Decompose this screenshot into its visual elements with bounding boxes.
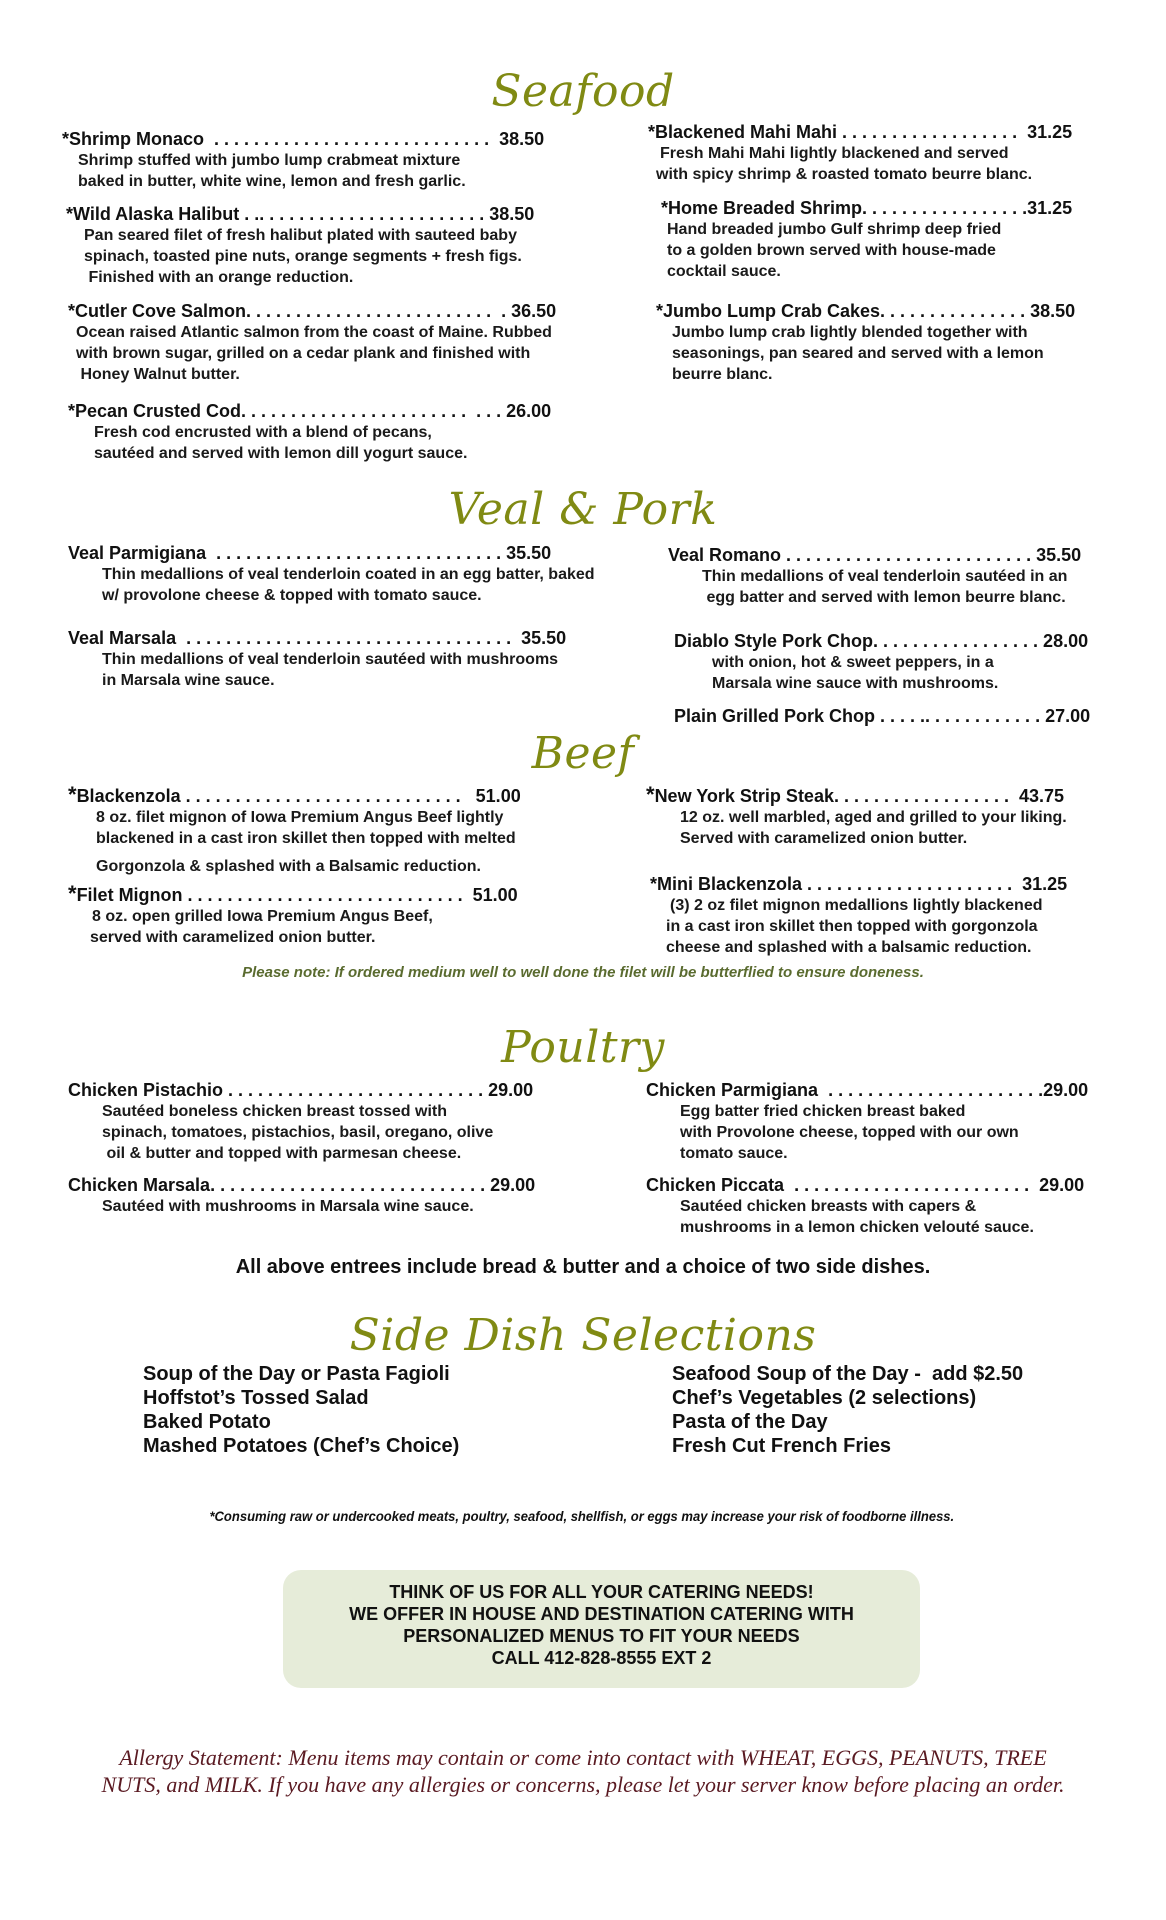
- item-description: Shrimp stuffed with jumbo lump crabmeat mixture: [78, 152, 461, 169]
- item-description: cheese and splashed with a balsamic reduction.: [666, 939, 1032, 956]
- menu-item-veal-marsala: [68, 627, 566, 691]
- item-description: served with caramelized onion butter.: [90, 929, 376, 946]
- foodborne-illness-disclaimer: *Consuming raw or undercooked meats, poultry, seafood, shellfish, or eggs may increase your risk of foodborne illness.: [209, 1508, 955, 1524]
- item-description: in a cast iron skillet then topped with gorgonzola: [666, 918, 1038, 935]
- menu-item-wild-alaska-halibut: [66, 203, 534, 288]
- side-dish-item: Baked Potato: [143, 1411, 271, 1433]
- item-description: with Provolone cheese, topped with our own: [680, 1124, 1019, 1141]
- side-dish-item: Soup of the Day or Pasta Fagioli: [143, 1363, 450, 1385]
- item-description: sautéed and served with lemon dill yogurt sauce.: [94, 445, 468, 462]
- menu-item-filet-mignon: [68, 883, 518, 948]
- item-heading: *Blackened Mahi Mahi . . . . . . . . . . . . . . . . . . 31.25: [648, 122, 1073, 142]
- allergy-line: Allergy Statement: Menu items may contain or come into contact with WHEAT, EGGS, PEANUTS, TREE: [119, 1745, 1047, 1770]
- item-description: Pan seared filet of fresh halibut plated with sauteed baby: [84, 227, 517, 244]
- side-dish-list-left: [143, 1362, 459, 1458]
- side-dish-item: Fresh Cut French Fries: [672, 1435, 891, 1457]
- menu-item-home-breaded-shrimp: [661, 197, 1072, 282]
- item-description: in Marsala wine sauce.: [102, 672, 275, 689]
- menu-item-chicken-pistachio: [68, 1079, 533, 1164]
- item-description: Sautéed with mushrooms in Marsala wine sauce.: [102, 1198, 474, 1215]
- side-dish-list-right: [672, 1362, 1023, 1458]
- catering-line: THINK OF US FOR ALL YOUR CATERING NEEDS!: [389, 1582, 814, 1602]
- item-description: Finished with an orange reduction.: [84, 269, 354, 286]
- menu-item-veal-romano: [668, 544, 1081, 608]
- catering-line: PERSONALIZED MENUS TO FIT YOUR NEEDS: [403, 1626, 800, 1646]
- menu-item-shrimp-monaco: [62, 128, 544, 192]
- item-description: Jumbo lump crab lightly blended together with: [672, 324, 1028, 341]
- item-heading: *Shrimp Monaco . . . . . . . . . . . . . . . . . . . . . . . . . . . . 38.50: [62, 129, 545, 149]
- item-description: (3) 2 oz filet mignon medallions lightly blackened: [670, 897, 1043, 914]
- menu-item-pecan-crusted-cod: [68, 400, 551, 464]
- item-heading: Blackenzola . . . . . . . . . . . . . . . . . . . . . . . . . . . . 51.00: [76, 786, 521, 806]
- section-title-veal-pork: Veal & Pork: [448, 484, 718, 535]
- entrees-include-note: All above entrees include bread & butter and a choice of two side dishes.: [235, 1256, 931, 1278]
- catering-phone: CALL 412-828-8555 EXT 2: [491, 1648, 712, 1668]
- item-heading: Veal Parmigiana . . . . . . . . . . . . . . . . . . . . . . . . . . . . . 35.50: [68, 543, 552, 563]
- filet-doneness-note: Please note: If ordered medium well to well done the filet will be butterflied to ensure doneness.: [242, 964, 924, 981]
- item-heading: *Wild Alaska Halibut . .. . . . . . . . . . . . . . . . . . . . . . . 38.50: [66, 204, 535, 224]
- item-description: 8 oz. open grilled Iowa Premium Angus Beef,: [92, 908, 433, 925]
- item-description: Marsala wine sauce with mushrooms.: [712, 675, 999, 692]
- item-heading: Diablo Style Pork Chop. . . . . . . . . . . . . . . . . 28.00: [674, 631, 1089, 651]
- item-description: Served with caramelized onion butter.: [680, 830, 968, 847]
- menu-item-chicken-piccata: [646, 1174, 1084, 1238]
- item-heading: Chicken Piccata . . . . . . . . . . . . . . . . . . . . . . . . 29.00: [646, 1175, 1085, 1195]
- menu-item-new-york-strip-steak: [646, 784, 1067, 849]
- item-description: Hand breaded jumbo Gulf shrimp deep fried: [667, 221, 1002, 238]
- item-description: egg batter and served with lemon beurre blanc.: [702, 589, 1066, 606]
- item-description: Gorgonzola & splashed with a Balsamic reduction.: [96, 858, 481, 875]
- item-description: cocktail sauce.: [667, 263, 781, 280]
- item-heading: Filet Mignon . . . . . . . . . . . . . . . . . . . . . . . . . . . . 51.00: [76, 885, 518, 905]
- item-description: blackened in a cast iron skillet then topped with melted: [96, 830, 516, 847]
- item-heading: Veal Romano . . . . . . . . . . . . . . . . . . . . . . . . . 35.50: [668, 545, 1082, 565]
- item-description: mushrooms in a lemon chicken velouté sauce.: [680, 1219, 1034, 1236]
- item-description: Thin medallions of veal tenderloin sautéed in an: [702, 568, 1068, 585]
- item-description: w/ provolone cheese & topped with tomato sauce.: [102, 587, 482, 604]
- section-title-poultry: Poultry: [501, 1022, 665, 1073]
- allergy-line: NUTS, and MILK. If you have any allergies or concerns, please let your server know before placing an order.: [101, 1772, 1065, 1797]
- item-heading: *Home Breaded Shrimp. . . . . . . . . . . . . . . . .31.25: [661, 198, 1073, 218]
- item-description: 12 oz. well marbled, aged and grilled to your liking.: [680, 809, 1067, 826]
- item-description: Ocean raised Atlantic salmon from the coast of Maine. Rubbed: [76, 324, 552, 341]
- item-description: baked in butter, white wine, lemon and fresh garlic.: [78, 173, 466, 190]
- asterisk: *: [68, 782, 77, 807]
- side-dish-item: Mashed Potatoes (Chef’s Choice): [143, 1435, 460, 1457]
- menu-item-chicken-marsala: [68, 1174, 535, 1217]
- item-heading: Chicken Parmigiana . . . . . . . . . . . . . . . . . . . . . .29.00: [646, 1080, 1089, 1100]
- item-description: spinach, toasted pine nuts, orange segments + fresh figs.: [84, 248, 522, 265]
- item-description: with brown sugar, grilled on a cedar plank and finished with: [76, 345, 531, 362]
- item-description: Fresh Mahi Mahi lightly blackened and served: [660, 145, 1009, 162]
- item-description: Honey Walnut butter.: [76, 366, 240, 383]
- item-description: Thin medallions of veal tenderloin coated in an egg batter, baked: [102, 566, 595, 583]
- side-dish-item: Hoffstot’s Tossed Salad: [143, 1387, 369, 1409]
- item-description: Sautéed boneless chicken breast tossed with: [102, 1103, 447, 1120]
- menu-item-chicken-parmigiana: [646, 1079, 1088, 1164]
- item-description: Sautéed chicken breasts with capers &: [680, 1198, 977, 1215]
- item-description: beurre blanc.: [672, 366, 773, 383]
- item-description: tomato sauce.: [680, 1145, 788, 1162]
- item-description: to a golden brown served with house-made: [667, 242, 996, 259]
- menu-item-blackened-mahi-mahi: [648, 121, 1072, 185]
- menu-item-diablo-style-pork-chop: [674, 630, 1088, 694]
- menu-item-cutler-cove-salmon: [68, 300, 556, 385]
- item-heading: Veal Marsala . . . . . . . . . . . . . . . . . . . . . . . . . . . . . . . . . 35.50: [68, 628, 567, 648]
- item-heading: *Pecan Crusted Cod. . . . . . . . . . . . . . . . . . . . . . . . . . 26.00: [68, 401, 552, 421]
- side-dish-item: Pasta of the Day: [672, 1411, 828, 1433]
- section-title-side-dishes: Side Dish Selections: [349, 1310, 817, 1361]
- menu-item-blackenzola: [68, 784, 521, 877]
- menu-item-mini-blackenzola: [650, 873, 1067, 958]
- section-title-seafood: Seafood: [491, 66, 675, 117]
- menu-item-veal-parmigiana: [68, 542, 595, 606]
- item-description: with spicy shrimp & roasted tomato beurre blanc.: [656, 166, 1033, 183]
- menu-item-plain-grilled-pork-chop: [674, 705, 1090, 727]
- item-description: with onion, hot & sweet peppers, in a: [712, 654, 994, 671]
- item-description: seasonings, pan seared and served with a lemon: [672, 345, 1044, 362]
- catering-box: [283, 1570, 920, 1688]
- side-dish-item: Seafood Soup of the Day - add $2.50: [672, 1363, 1024, 1385]
- item-description: Egg batter fried chicken breast baked: [680, 1103, 966, 1120]
- item-heading: *Mini Blackenzola . . . . . . . . . . . . . . . . . . . . . 31.25: [650, 874, 1068, 894]
- item-description: Fresh cod encrusted with a blend of pecans,: [94, 424, 432, 441]
- menu-item-jumbo-lump-crab-cakes: [656, 300, 1075, 385]
- item-description: Thin medallions of veal tenderloin sautéed with mushrooms: [102, 651, 559, 668]
- item-description: 8 oz. filet mignon of Iowa Premium Angus Beef lightly: [96, 809, 504, 826]
- item-heading: New York Strip Steak. . . . . . . . . . . . . . . . . . 43.75: [654, 786, 1065, 806]
- side-dish-item: Chef’s Vegetables (2 selections): [672, 1387, 977, 1409]
- item-heading: *Jumbo Lump Crab Cakes. . . . . . . . . . . . . . . 38.50: [656, 301, 1076, 321]
- catering-line: WE OFFER IN HOUSE AND DESTINATION CATERING WITH: [349, 1604, 854, 1624]
- allergy-statement: [0, 1744, 1166, 1798]
- item-heading: Plain Grilled Pork Chop . . . . .. . . . . . . . . . . . 27.00: [674, 706, 1091, 726]
- item-heading: *Cutler Cove Salmon. . . . . . . . . . . . . . . . . . . . . . . . . . 36.50: [68, 301, 557, 321]
- item-description: oil & butter and topped with parmesan cheese.: [102, 1145, 462, 1162]
- item-heading: Chicken Pistachio . . . . . . . . . . . . . . . . . . . . . . . . . . 29.00: [68, 1080, 534, 1100]
- asterisk: *: [68, 881, 77, 906]
- item-heading: Chicken Marsala. . . . . . . . . . . . . . . . . . . . . . . . . . . . 29.00: [68, 1175, 536, 1195]
- asterisk: *: [646, 782, 655, 807]
- item-description: spinach, tomatoes, pistachios, basil, oregano, olive: [102, 1124, 494, 1141]
- section-title-beef: Beef: [531, 728, 635, 779]
